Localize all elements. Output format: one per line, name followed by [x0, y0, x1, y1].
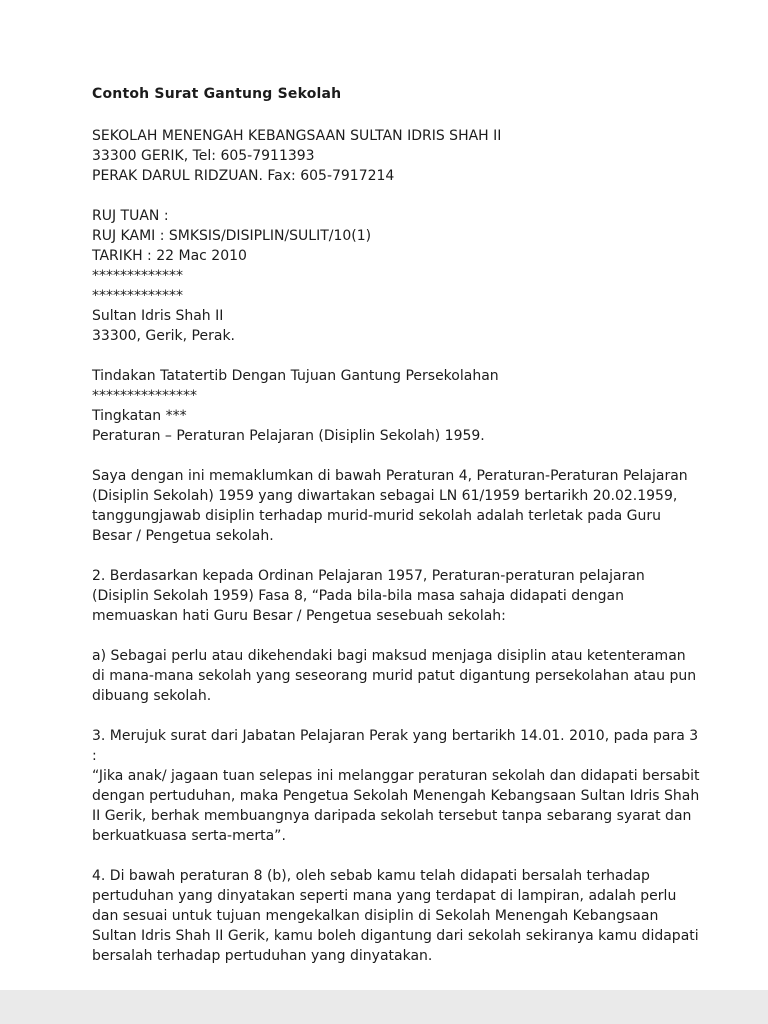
paragraph-4-quote: “Jika anak/ jagaan tuan selepas ini melanggar peraturan sekolah dan didapati bersabit dengan pertuduhan, maka Pengetua Sekolah Menengah Kebangsaan Sultan Idris Shah II Gerik, berhak membuangnya daripada sekolah tersebut tanpa sebarang syarat dan berkuatkuasa serta-merta”.	[92, 768, 700, 844]
subject-block	[92, 366, 700, 446]
ref-kami: RUJ KAMI : SMKSIS/DISIPLIN/SULIT/10(1)	[92, 228, 372, 244]
reference-block	[92, 206, 700, 346]
addressee-address: 33300, Gerik, Perak.	[92, 328, 236, 344]
addressee-name: Sultan Idris Shah II	[92, 308, 224, 324]
footer-gray-bar	[0, 990, 768, 1024]
paragraph-1: Saya dengan ini memaklumkan di bawah Peraturan 4, Peraturan-Peraturan Pelajaran (Disiplin Sekolah) 1959 yang diwartakan sebagai LN 61/1959 bertarikh 20.02.1959, tanggungjawab disiplin terhadap murid-murid sekolah adalah terletak pada Guru Besar / Pengetua sekolah.	[92, 468, 688, 544]
paragraph-2: 2. Berdasarkan kepada Ordinan Pelajaran 1957, Peraturan-peraturan pelajaran (Disiplin Sekolah 1959) Fasa 8, “Pada bila-bila masa sahaja didapati dengan memuaskan hati Guru Besar / Pengetua sesebuah sekolah:	[92, 568, 645, 624]
school-address-tel: 33300 GERIK, Tel: 605-7911393	[92, 148, 315, 164]
school-name: SEKOLAH MENENGAH KEBANGSAAN SULTAN IDRIS SHAH II	[92, 128, 502, 144]
document-page	[92, 86, 700, 986]
ref-tuan: RUJ TUAN :	[92, 208, 169, 224]
subject-tingkatan: Tingkatan ***	[92, 408, 187, 424]
subject-peraturan: Peraturan – Peraturan Pelajaran (Disiplin Sekolah) 1959.	[92, 428, 485, 444]
paragraph-4-block	[92, 726, 700, 846]
school-header-block	[92, 126, 700, 186]
document-title: Contoh Surat Gantung Sekolah	[92, 86, 342, 102]
ref-tarikh: TARIKH : 22 Mac 2010	[92, 248, 247, 264]
paragraph-3: a) Sebagai perlu atau dikehendaki bagi maksud menjaga disiplin atau ketenteraman di mana-mana sekolah yang seseorang murid patut digantung persekolahan atau pun dibuang sekolah.	[92, 648, 697, 704]
subject-stars: ***************	[92, 388, 197, 404]
paragraph-5: 4. Di bawah peraturan 8 (b), oleh sebab kamu telah didapati bersalah terhadap pertuduhan yang dinyatakan seperti mana yang terdapat di lampiran, adalah perlu dan sesuai untuk tujuan mengekalkan disiplin di Sekolah Menengah Kebangsaan Sultan Idris Shah II Gerik, kamu boleh digantung dari sekolah sekiranya kamu didapati bersalah terhadap pertuduhan yang dinyatakan.	[92, 868, 699, 964]
placeholder-stars-1: *************	[92, 268, 183, 284]
school-state-fax: PERAK DARUL RIDZUAN. Fax: 605-7917214	[92, 168, 395, 184]
placeholder-stars-2: *************	[92, 288, 183, 304]
subject-line: Tindakan Tatatertib Dengan Tujuan Gantung Persekolahan	[92, 368, 499, 384]
paragraph-4-intro: 3. Merujuk surat dari Jabatan Pelajaran Perak yang bertarikh 14.01. 2010, pada para 3 :	[92, 728, 699, 764]
